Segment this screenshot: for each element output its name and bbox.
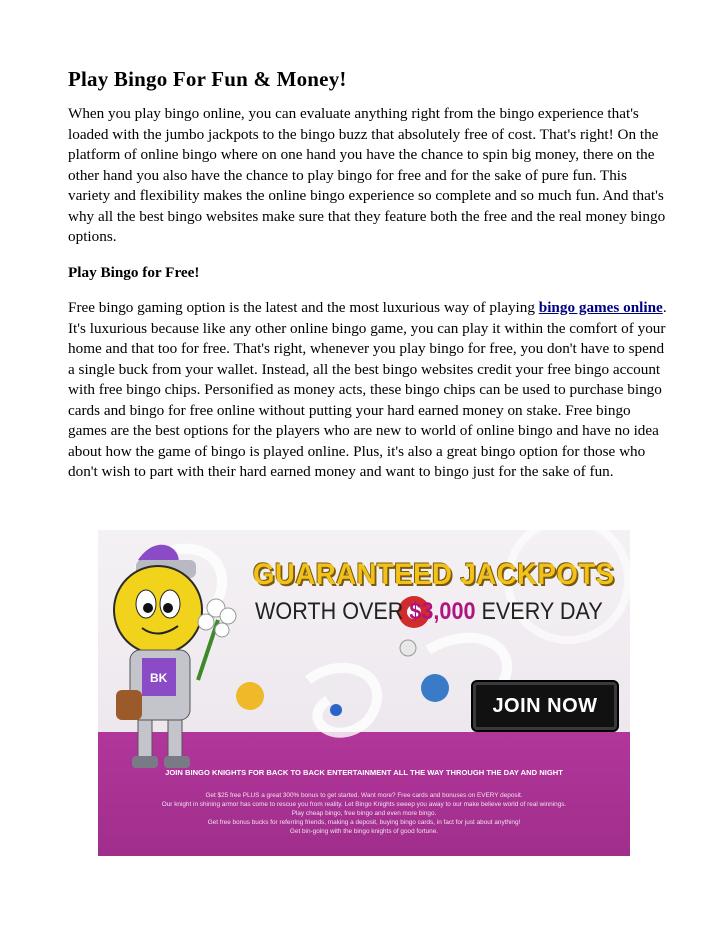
banner-footer <box>98 768 630 836</box>
banner-subline-suffix: EVERY DAY <box>475 598 603 625</box>
gold-ball <box>236 682 264 710</box>
jackpot-banner[interactable] <box>98 530 630 856</box>
body-text-after-link: . It's luxurious because like any other online bingo game, you can play it within the comfort of your home and that too for free. That's right, whenever you play bingo for free, you don't have to spend a single buck from your wallet. Instead, all the best bingo websites credit your free bingo account with free bingo chips. Personified as money acts, these bingo chips can be used to purchase bingo cards and bingo for free online without putting your hard earned money on stake. Free bingo games are the best options for the players who are new to world of online bingo and have no idea about how the game of bingo is played online. Plus, it's also a great bingo option for those who don't wish to part with their hard earned money and want to bingo just for the sake of fun. <box>68 299 667 480</box>
svg-text:BK: BK <box>150 671 168 685</box>
banner-footer-line: Get free bonus bucks for referring friends, making a deposit, buying bingo cards, in fact for just about anything! <box>207 819 521 826</box>
banner-headline: GUARANTEED JACKPOTS <box>253 558 615 591</box>
banner-amount: $3,000 <box>409 598 476 625</box>
body-text-before-link: Free bingo gaming option is the latest and the most luxurious way of playing <box>68 299 539 316</box>
banner-subline-prefix: WORTH OVER <box>255 598 410 625</box>
banner-footer-title: JOIN BINGO KNIGHTS FOR BACK TO BACK ENTERTAINMENT ALL THE WAY THROUGH THE DAY AND NIGHT <box>165 768 563 777</box>
banner-subline <box>255 598 603 626</box>
article-title: Play Bingo For Fun & Money! <box>68 67 347 91</box>
intro-paragraph: When you play bingo online, you can evaluate anything right from the bingo experience that's loaded with the jumbo jackpots to the bingo buzz that absolutely free of cost. That's right! On the platform of online bingo where on one hand you have the chance to spin big money, there on the other hand you also have the chance to play bingo for free and for the sake of pure fun. This variety and flexibility makes the online bingo experience so complete and so much fun. And that's why all the best bingo websites make sure that they feature both the free and the real money bingo options. <box>68 105 666 245</box>
section-heading: Play Bingo for Free! <box>68 263 200 281</box>
globe-ball <box>421 674 449 702</box>
banner-footer-line: Get bin-going with the bingo knights of good fortune. <box>289 828 439 835</box>
body-paragraph <box>68 298 668 483</box>
banner-footer-line: Our knight in shining armor has come to rescue you from reality. Let Bingo Knights sweep you away to our make believe world of real winnings. <box>161 801 567 808</box>
banner-footer-line: Get $25 free PLUS a great 300% bonus to get started. Want more? Free cards and bonuses on EVERY deposit. <box>205 792 523 799</box>
banner-footer-line: Play cheap bingo, free bingo and even more bingo. <box>291 810 437 817</box>
bingo-games-online-link[interactable]: bingo games online <box>538 299 663 316</box>
join-now-button[interactable]: JOIN NOW <box>473 682 617 730</box>
article <box>68 66 668 483</box>
